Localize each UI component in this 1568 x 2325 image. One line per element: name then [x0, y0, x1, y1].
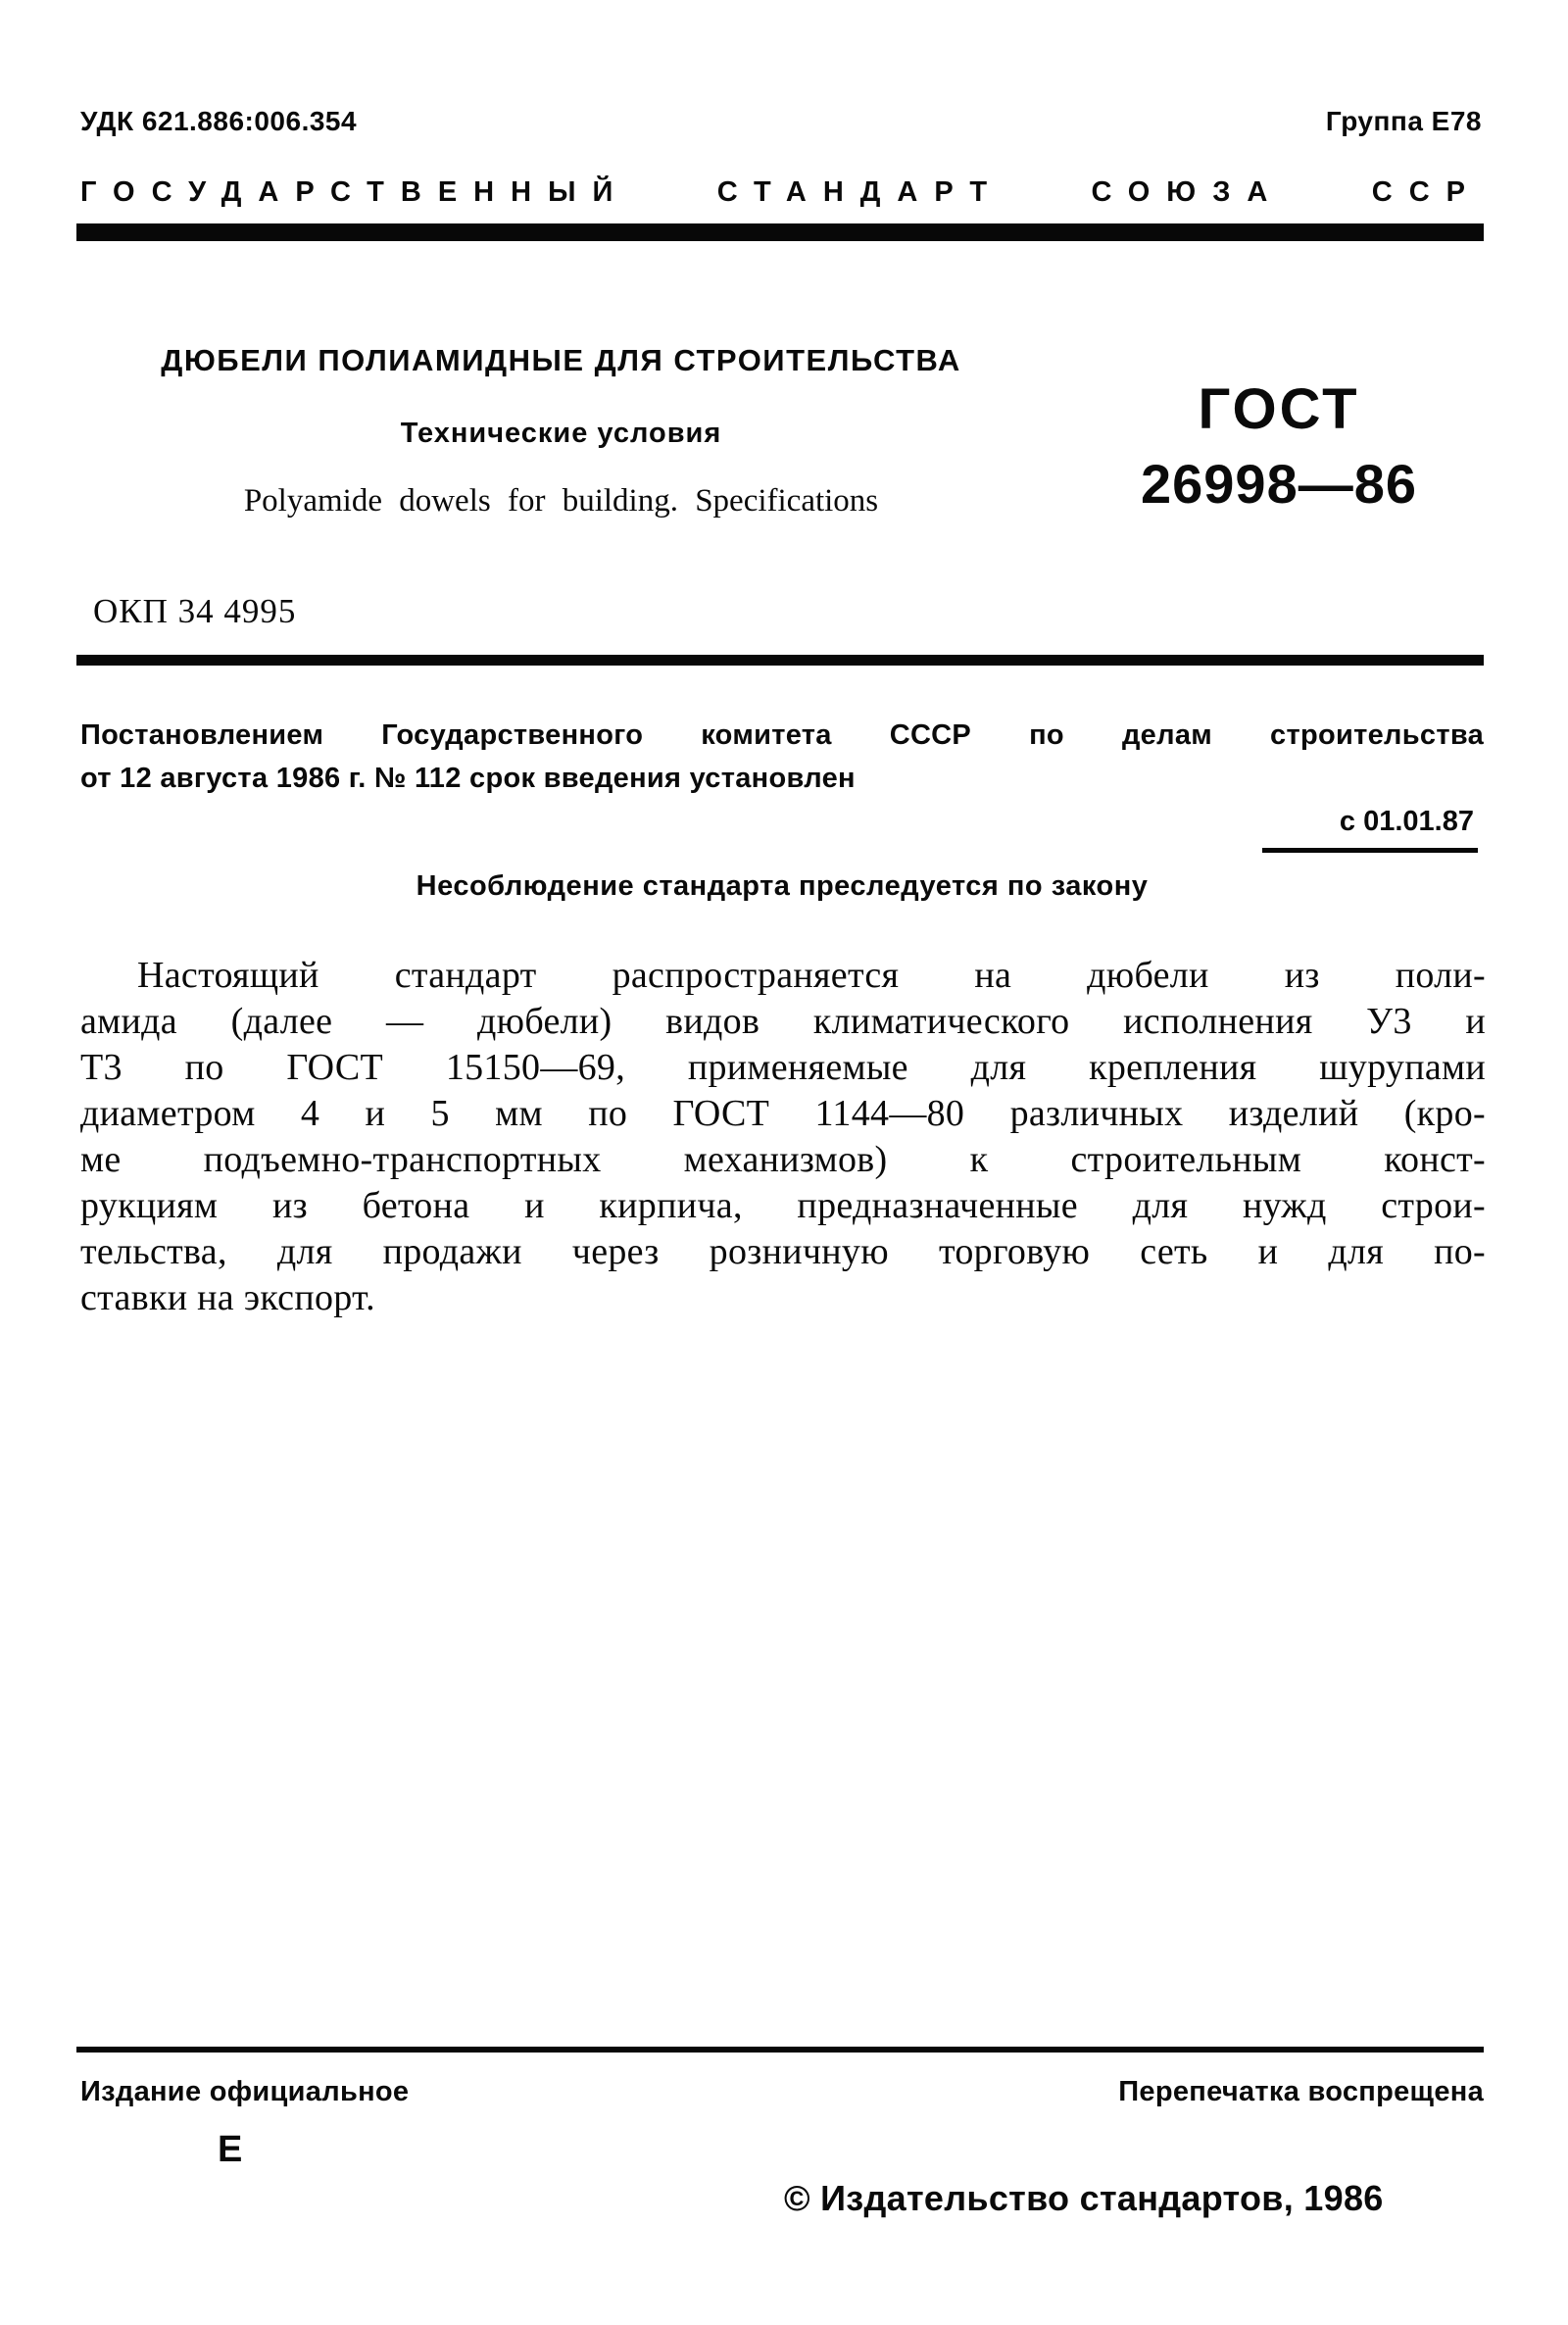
- udk-code: УДК 621.886:006.354: [80, 106, 358, 136]
- scope-paragraph: [80, 953, 1486, 1321]
- body-line: рукциям из бетона и кирпича, предназначенные для нужд строи-: [80, 1185, 1486, 1226]
- body-line: ме подъемно-транспортных механизмов) к строительным конст-: [80, 1139, 1486, 1180]
- top-divider-bar: [76, 223, 1484, 241]
- decree-line: Постановлением Государственного комитета СССР по делам строительства: [80, 719, 1484, 751]
- group-code: Группа Е78: [1325, 106, 1482, 136]
- document-title-ru: ДЮБЕЛИ ПОЛИАМИДНЫЕ ДЛЯ СТРОИТЕЛЬСТВА: [161, 343, 961, 377]
- body-line: амида (далее — дюбели) видов климатического исполнения У3 и: [80, 1001, 1486, 1042]
- title-block: [98, 343, 1024, 519]
- body-line: диаметром 4 и 5 мм по ГОСТ 1144—80 различных изделий (кро-: [80, 1093, 1486, 1134]
- classification-row: [80, 106, 1482, 137]
- official-edition-label: Издание официальное: [80, 2076, 410, 2107]
- document-title-en: Polyamide dowels for building. Specifications: [243, 483, 879, 519]
- middle-divider-bar: [76, 655, 1484, 666]
- reprint-notice: Перепечатка воспрещена: [1118, 2076, 1484, 2107]
- decree-paragraph: [80, 714, 1484, 800]
- law-notice: Несоблюдение стандарта преследуется по закону: [416, 870, 1149, 902]
- gost-label: ГОСТ: [1198, 377, 1360, 441]
- footer-row: [80, 2076, 1484, 2108]
- body-line: тельства, для продажи через розничную торговую сеть и для по-: [80, 1231, 1486, 1272]
- body-line: Настоящий стандарт распространяется на дюбели из поли-: [137, 955, 1486, 996]
- gost-number: 26998—86: [1140, 453, 1417, 515]
- footer-divider-bar: [76, 2047, 1484, 2053]
- okp-code: ОКП 34 4995: [93, 592, 297, 630]
- decree-line: от 12 августа 1986 г. № 112 срок введения установлен: [80, 763, 856, 794]
- body-line: ставки на экспорт.: [80, 1277, 375, 1318]
- state-standard-heading: ГОСУДАРСТВЕННЫЙ СТАНДАРТ СОЮЗА ССР: [80, 176, 1482, 208]
- copyright-line: © Издательство стандартов, 1986: [784, 2178, 1384, 2218]
- effective-date: с 01.01.87: [1262, 806, 1478, 853]
- series-letter: Е: [218, 2129, 243, 2170]
- body-line: Т3 по ГОСТ 15150—69, применяемые для крепления шурупами: [80, 1047, 1486, 1088]
- document-subtitle-ru: Технические условия: [400, 418, 722, 449]
- gost-designation-block: [1073, 376, 1485, 516]
